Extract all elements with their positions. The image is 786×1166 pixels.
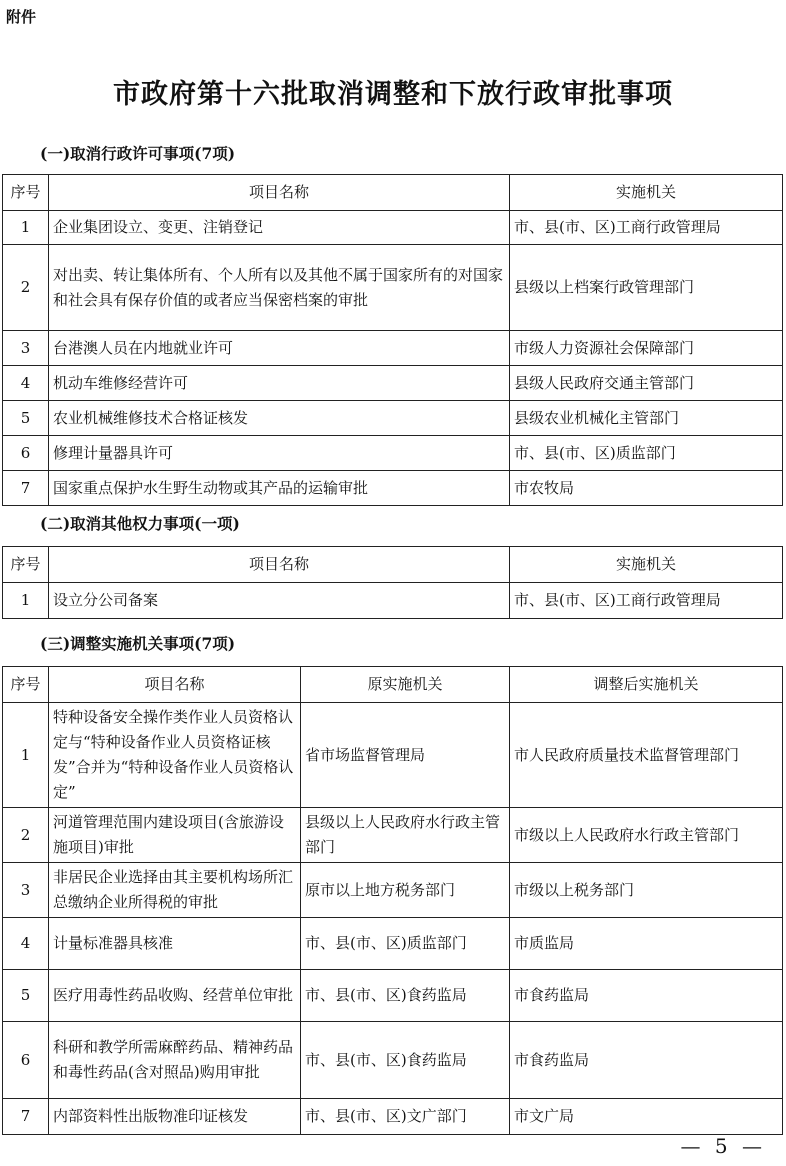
- item-name: 机动车维修经营许可: [49, 366, 510, 401]
- item-name: 企业集团设立、变更、注销登记: [49, 211, 510, 245]
- row-number: 4: [3, 918, 49, 970]
- table-header-row: [3, 667, 783, 703]
- agency: 县级以上档案行政管理部门: [510, 245, 783, 331]
- table-row: [3, 703, 783, 808]
- agency: 县级人民政府交通主管部门: [510, 366, 783, 401]
- row-number: 1: [3, 703, 49, 808]
- agency: 市、县(市、区)工商行政管理局: [510, 211, 783, 245]
- header-cell: 序号: [3, 667, 49, 703]
- header-cell: 项目名称: [49, 667, 301, 703]
- row-number: 6: [3, 1022, 49, 1099]
- header-cell: 原实施机关: [301, 667, 510, 703]
- agency: 市级人力资源社会保障部门: [510, 331, 783, 366]
- header-cell: 调整后实施机关: [510, 667, 783, 703]
- row-number: 3: [3, 863, 49, 918]
- section2-table: [2, 546, 783, 619]
- original-agency: 县级以上人民政府水行政主管部门: [301, 808, 510, 863]
- item-name: 特种设备安全操作类作业人员资格认定与“特种设备作业人员资格证核发”合并为“特种设备作业人员资格认定”: [49, 703, 301, 808]
- item-name: 修理计量器具许可: [49, 436, 510, 471]
- header-cell: 序号: [3, 175, 49, 211]
- table-row: [3, 211, 783, 245]
- agency: 县级农业机械化主管部门: [510, 401, 783, 436]
- item-name: 非居民企业选择由其主要机构场所汇总缴纳企业所得税的审批: [49, 863, 301, 918]
- item-name: 国家重点保护水生野生动物或其产品的运输审批: [49, 471, 510, 506]
- page-number: — 5 —: [680, 1134, 766, 1158]
- row-number: 5: [3, 970, 49, 1022]
- item-name: 设立分公司备案: [49, 583, 510, 619]
- table-row: [3, 366, 783, 401]
- attachment-label: 附件: [6, 8, 37, 26]
- row-number: 7: [3, 471, 49, 506]
- table-row: [3, 1099, 783, 1135]
- row-number: 3: [3, 331, 49, 366]
- row-number: 6: [3, 436, 49, 471]
- table-header-row: [3, 547, 783, 583]
- header-cell: 序号: [3, 547, 49, 583]
- new-agency: 市食药监局: [510, 1022, 783, 1099]
- new-agency: 市文广局: [510, 1099, 783, 1135]
- agency: 市农牧局: [510, 471, 783, 506]
- new-agency: 市级以上税务部门: [510, 863, 783, 918]
- item-name: 对出卖、转让集体所有、个人所有以及其他不属于国家所有的对国家和社会具有保存价值的或者应当保密档案的审批: [49, 245, 510, 331]
- new-agency: 市人民政府质量技术监督管理部门: [510, 703, 783, 808]
- table-row: [3, 918, 783, 970]
- section1-table: [2, 174, 783, 506]
- item-name: 河道管理范围内建设项目(含旅游设施项目)审批: [49, 808, 301, 863]
- item-name: 台港澳人员在内地就业许可: [49, 331, 510, 366]
- header-cell: 实施机关: [510, 175, 783, 211]
- table-row: [3, 471, 783, 506]
- row-number: 1: [3, 211, 49, 245]
- item-name: 科研和教学所需麻醉药品、精神药品和毒性药品(含对照品)购用审批: [49, 1022, 301, 1099]
- row-number: 1: [3, 583, 49, 619]
- table-row: [3, 808, 783, 863]
- row-number: 2: [3, 245, 49, 331]
- item-name: 计量标准器具核准: [49, 918, 301, 970]
- header-cell: 项目名称: [49, 175, 510, 211]
- row-number: 2: [3, 808, 49, 863]
- new-agency: 市质监局: [510, 918, 783, 970]
- row-number: 7: [3, 1099, 49, 1135]
- header-cell: 项目名称: [49, 547, 510, 583]
- section1-heading: (一)取消行政许可事项(7项): [40, 144, 236, 163]
- table-row: [3, 1022, 783, 1099]
- agency: 市、县(市、区)工商行政管理局: [510, 583, 783, 619]
- page-title: 市政府第十六批取消调整和下放行政审批事项: [113, 79, 673, 110]
- original-agency: 市、县(市、区)食药监局: [301, 1022, 510, 1099]
- section3-table: [2, 666, 783, 1135]
- agency: 市、县(市、区)质监部门: [510, 436, 783, 471]
- new-agency: 市级以上人民政府水行政主管部门: [510, 808, 783, 863]
- section3-heading: (三)调整实施机关事项(7项): [40, 634, 236, 653]
- table-row: [3, 863, 783, 918]
- item-name: 内部资料性出版物准印证核发: [49, 1099, 301, 1135]
- section2-heading: (二)取消其他权力事项(一项): [40, 514, 240, 533]
- original-agency: 市、县(市、区)质监部门: [301, 918, 510, 970]
- original-agency: 市、县(市、区)文广部门: [301, 1099, 510, 1135]
- table-row: [3, 401, 783, 436]
- header-cell: 实施机关: [510, 547, 783, 583]
- table-row: [3, 331, 783, 366]
- original-agency: 省市场监督管理局: [301, 703, 510, 808]
- item-name: 医疗用毒性药品收购、经营单位审批: [49, 970, 301, 1022]
- row-number: 5: [3, 401, 49, 436]
- new-agency: 市食药监局: [510, 970, 783, 1022]
- table-header-row: [3, 175, 783, 211]
- original-agency: 市、县(市、区)食药监局: [301, 970, 510, 1022]
- table-row: [3, 436, 783, 471]
- table-row: [3, 970, 783, 1022]
- table-row: [3, 245, 783, 331]
- original-agency: 原市以上地方税务部门: [301, 863, 510, 918]
- row-number: 4: [3, 366, 49, 401]
- item-name: 农业机械维修技术合格证核发: [49, 401, 510, 436]
- table-row: [3, 583, 783, 619]
